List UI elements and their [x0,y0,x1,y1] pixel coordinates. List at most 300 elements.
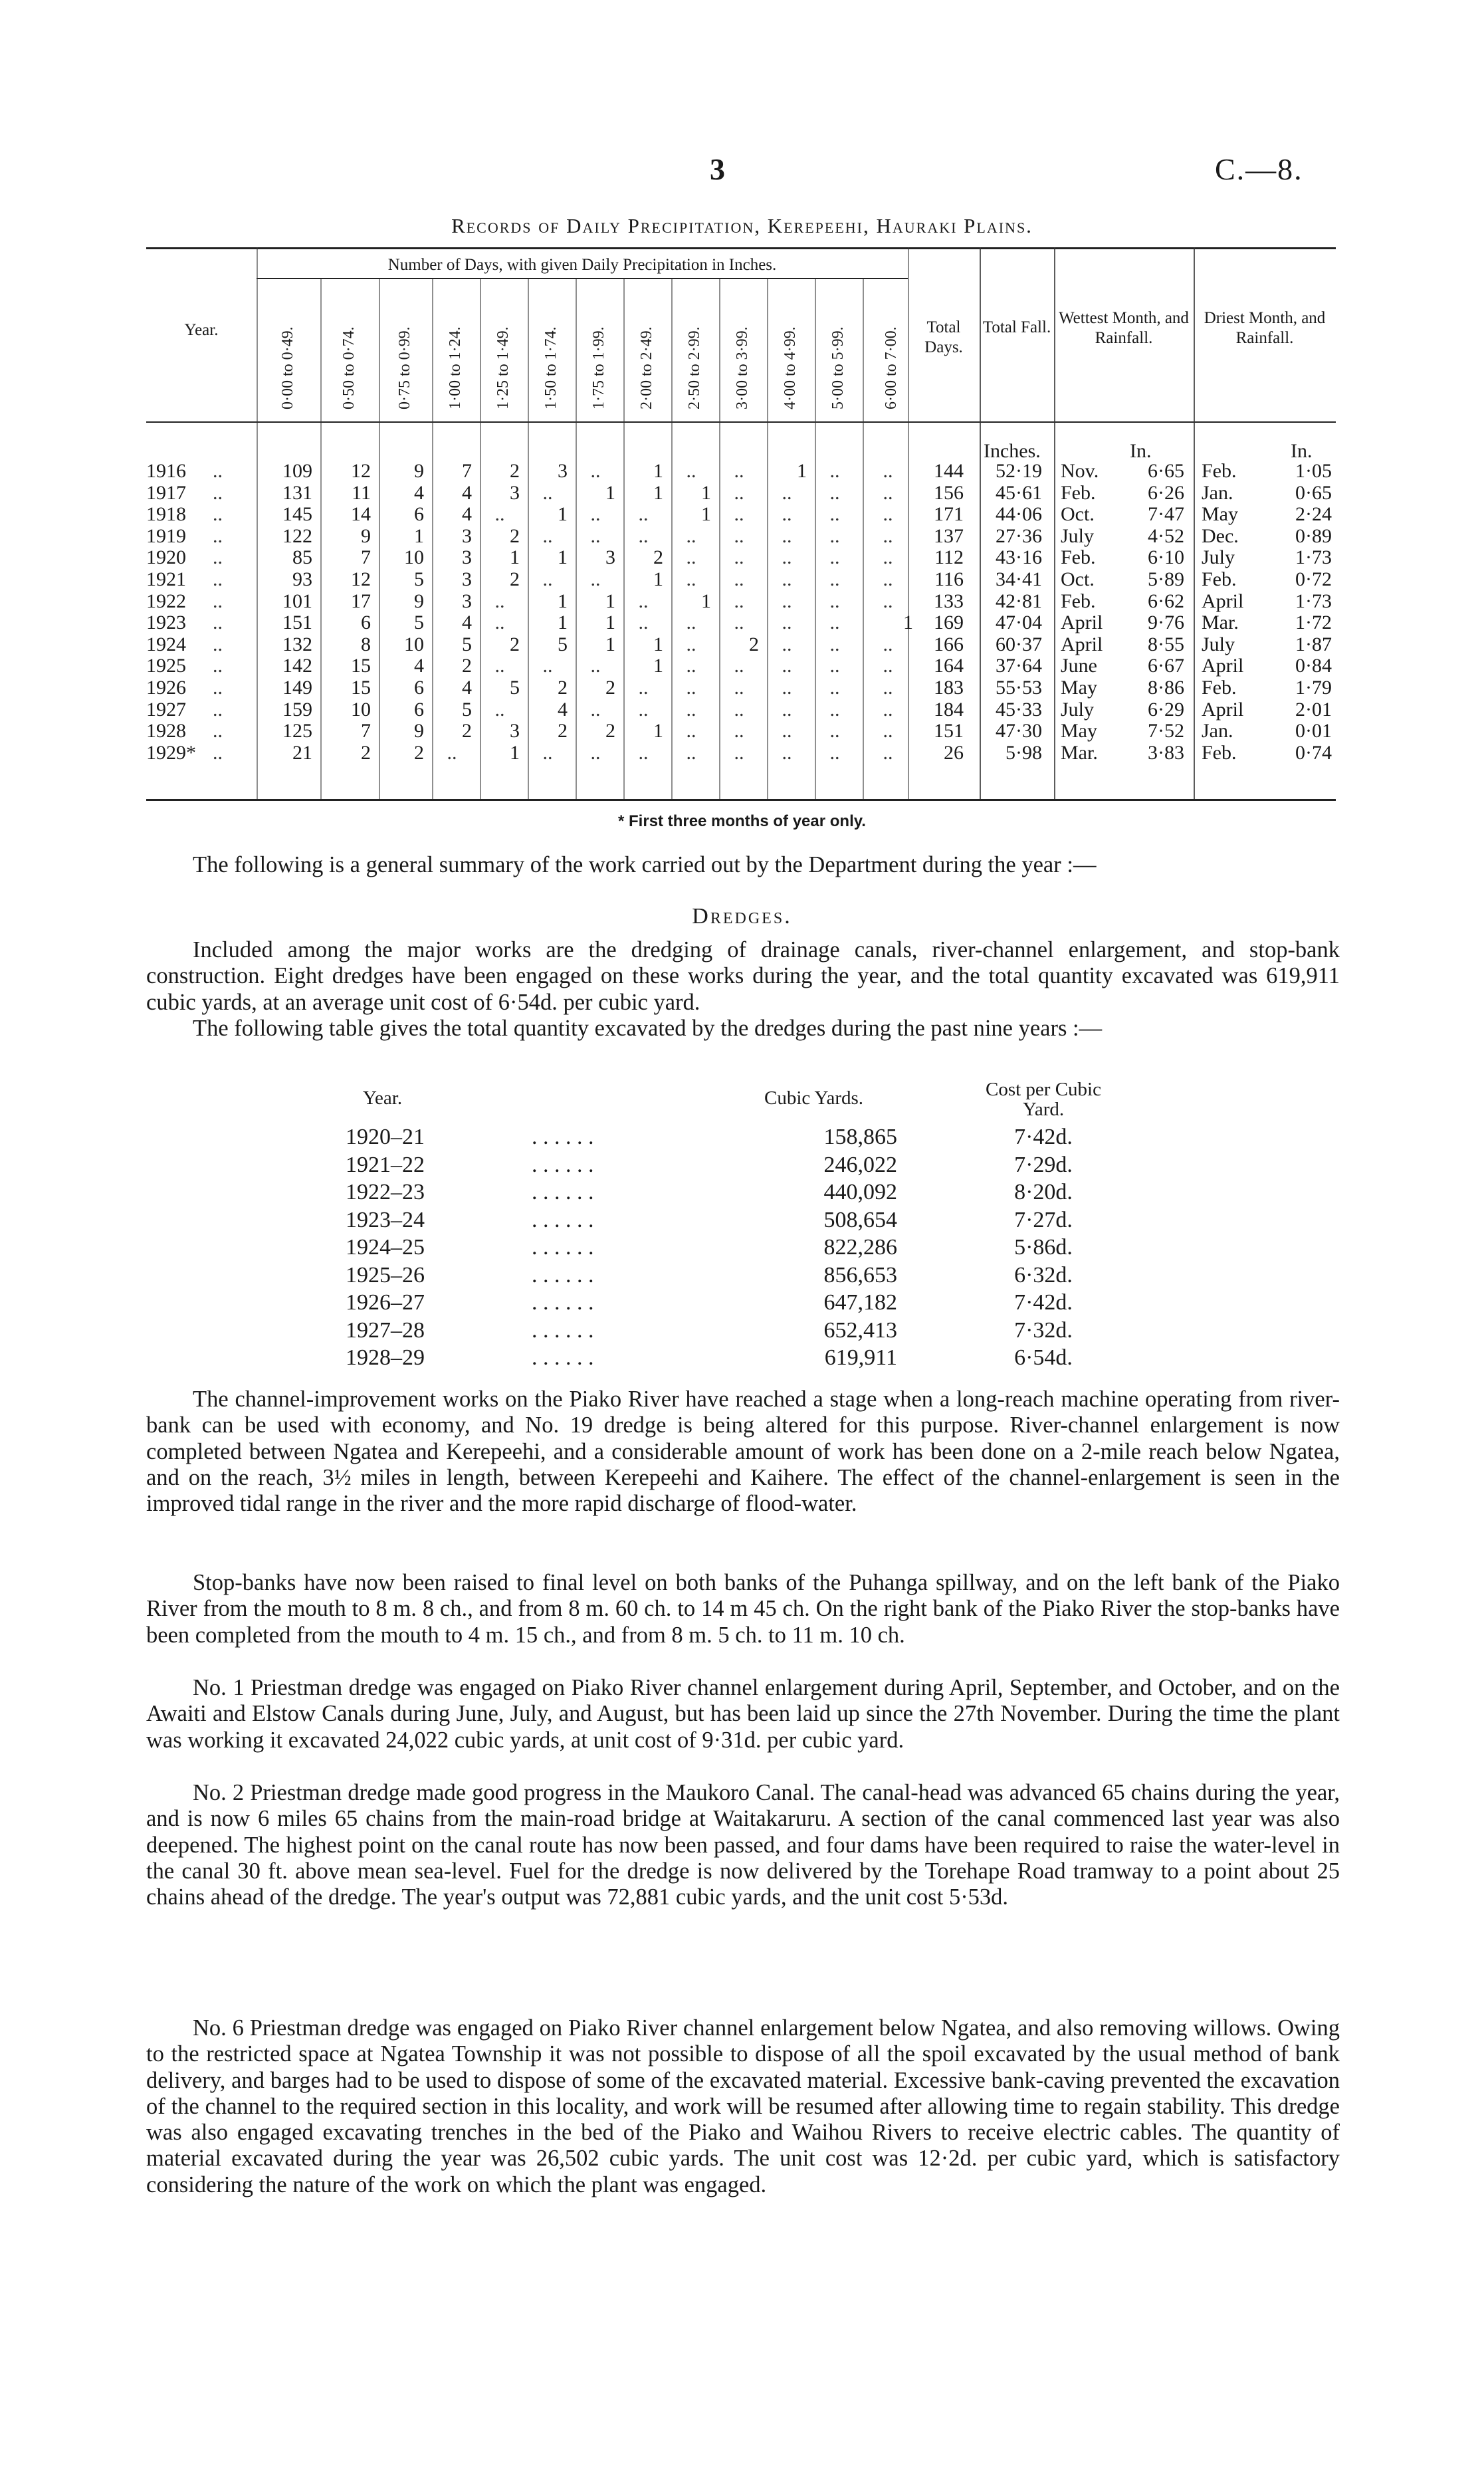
day-count-cell: 6 [361,612,371,634]
day-count-cell: 5 [414,612,424,634]
day-count-cell: 1 [510,741,520,764]
wettest-month-cell: Feb. [1061,481,1096,504]
day-count-cell: 1 [605,612,615,634]
driest-rainfall-cell: 0·84 [1295,655,1332,677]
day-count-cell: 4 [462,481,472,504]
day-count-cell: 2 [462,655,472,677]
driest-rainfall-cell: 1·79 [1295,677,1332,699]
dredge-row-year: 1923–24 [346,1207,425,1232]
day-count-cell: .. [829,590,840,612]
day-count-cell: 1 [701,481,711,504]
day-count-cell: 5 [558,633,568,655]
driest-rainfall-cell: 0·89 [1295,524,1332,547]
day-count-cell: .. [829,633,840,655]
range-header: 1·00 to 1·24. [447,326,464,409]
day-count-cell: .. [638,524,649,547]
wettest-month-cell: Oct. [1061,568,1095,590]
day-count-cell: .. [782,503,792,526]
day-count-cell: .. [447,741,457,764]
day-count-cell: 149 [282,677,312,699]
year-leader: .. [213,524,223,547]
day-count-cell: .. [734,568,744,590]
day-count-cell: 142 [282,655,312,677]
total-days-cell: 112 [934,546,964,569]
day-count-cell: .. [590,655,601,677]
wettest-month-cell: Feb. [1061,590,1096,612]
table-footnote: * First three months of year only. [618,812,866,830]
day-count-cell: 145 [282,503,312,526]
day-count-cell: 4 [462,612,472,634]
driest-month-cell: Jan. [1202,481,1233,504]
day-count-cell: 21 [292,741,312,764]
total-fall-cell: 44·06 [996,503,1042,526]
unit-in-driest: In. [1291,440,1313,462]
total-fall-cell: 55·53 [996,677,1042,699]
day-count-cell: 1 [605,481,615,504]
dredges-paragraph-1: Included among the major works are the dredging of drainage canals, river-channel enlargement, and stop-bank construction. Eight dredges have been engaged on these works during the year, and the total quantity excavated was 619,911 cubic yards, at an average unit cost of 6·54d. per cubic yard. [146,937,1340,1015]
dredge-row-year: 1920–21 [346,1125,425,1149]
day-count-cell: .. [883,503,893,526]
driest-rainfall-cell: 0·65 [1295,481,1332,504]
day-count-cell: .. [829,524,840,547]
day-count-cell: 6 [414,503,424,526]
day-count-cell: 2 [414,741,424,764]
precip-table-title: Records of Daily Precipitation, Kerepeehi, Hauraki Plains. [451,214,1033,237]
day-count-cell: .. [829,612,840,634]
wettest-rainfall-cell: 7·47 [1148,503,1184,526]
total-days-header: Total Days. [924,318,963,356]
day-count-cell: .. [734,460,744,482]
total-fall-cell: 60·37 [996,633,1042,655]
day-count-cell: .. [734,677,744,699]
dredge-row-year: 1921–22 [346,1152,425,1177]
day-count-cell: .. [782,546,792,569]
day-count-cell: .. [883,568,893,590]
day-count-cell: .. [883,720,893,742]
day-count-cell: .. [782,698,792,721]
day-count-cell: .. [686,633,696,655]
day-count-cell: 2 [605,677,615,699]
dredge-col-yards: Cubic Yards. [764,1087,864,1109]
day-count-cell: 2 [558,677,568,699]
dredge-row-year: 1925–26 [346,1262,425,1288]
total-days-cell: 164 [934,655,964,677]
day-count-cell: .. [590,460,601,482]
dredge-col-year: Year. [363,1087,403,1109]
wettest-month-cell: Nov. [1061,460,1099,482]
dredge-row-leaders: . . . . . . [532,1317,594,1343]
day-count-cell: .. [686,677,696,699]
day-count-cell: 5 [462,698,472,721]
day-count-cell: 7 [462,460,472,482]
body-paragraph: No. 6 Priestman dredge was engaged on Piako River channel enlargement below Ngatea, and also removing willows. Owing to the restricted space at Ngatea Township it was not possible to dispose of all the spoil excavated by the usual method of bank delivery, and barges had to be used to dispose of some of the excavated material. Excessive bank-caving prevented the excavation of the channel to the required section in this locality, and work will be resumed after allowing time to regain stability. This dredge was also engaged excavating trenches in the bed of the Piako and Waihou Rivers to receive electric cables. The quantity of material excavated during the year was 26,502 cubic yards. The unit cost was 12·2d. per cubic yard, which is satisfactory considering the nature of the work on which the plant was engaged. [146,2015,1340,2197]
day-count-cell: .. [494,612,505,634]
year-leader: .. [213,481,223,504]
wettest-month-header: Wettest Month, and Rainfall. [1059,309,1189,347]
day-count-cell: 1 [653,460,663,482]
day-count-cell: .. [638,741,649,764]
day-count-cell: 85 [292,546,312,569]
wettest-rainfall-cell: 7·52 [1148,720,1184,742]
day-count-cell: .. [829,741,840,764]
day-count-cell: 3 [510,481,520,504]
dredge-row-leaders: . . . . . . [532,1290,594,1315]
total-fall-cell: 47·04 [996,612,1042,634]
day-count-cell: 4 [414,481,424,504]
day-count-cell: .. [638,677,649,699]
day-count-cell: 132 [282,633,312,655]
dredge-row-leaders: . . . . . . [532,1180,594,1204]
wettest-month-cell: Feb. [1061,546,1096,569]
day-count-cell: 7 [361,720,371,742]
day-count-cell: .. [686,612,696,634]
day-count-cell: 12 [351,460,371,482]
total-fall-cell: 5·98 [1006,741,1042,764]
dredge-row-yards: 652,413 [823,1317,897,1343]
dredge-col-cost: Cost per Cubic Yard. [986,1079,1101,1121]
wettest-month-cell: April [1061,612,1103,634]
wettest-rainfall-cell: 5·89 [1148,568,1184,590]
total-days-cell: 156 [934,481,964,504]
day-count-cell: 1 [558,503,568,526]
day-count-cell: .. [734,698,744,721]
total-days-cell: 116 [934,568,964,590]
day-count-cell: .. [686,568,696,590]
day-count-cell: .. [542,524,553,547]
day-count-cell: .. [734,481,744,504]
total-days-cell: 144 [934,460,964,482]
day-count-cell: 3 [462,524,472,547]
driest-month-cell: Dec. [1202,524,1239,547]
total-fall-cell: 45·61 [996,481,1042,504]
total-fall-cell: 43·16 [996,546,1042,569]
range-header: 1·25 to 1·49. [494,326,512,409]
driest-month-cell: July [1202,546,1235,569]
driest-rainfall-cell: 1·73 [1295,590,1332,612]
body-paragraph: No. 1 Priestman dredge was engaged on Piako River channel enlargement during April, September, and October, and on the Awaiti and Elstow Canals during June, July, and August, but has been laid up since the 27th November. During the time the plant was working it excavated 24,022 cubic yards, at unit cost of 9·31d. per cubic yard. [146,1675,1340,1753]
day-count-cell: 4 [414,655,424,677]
day-count-cell: 1 [797,460,807,482]
day-count-cell: .. [686,460,696,482]
day-count-cell: 5 [510,677,520,699]
precipitation-table [146,247,1336,799]
day-count-cell: .. [883,633,893,655]
row-year: 1916 [146,460,186,482]
range-header: 2·00 to 2·49. [638,326,655,409]
dredge-row-cost: 7·42d. [1014,1290,1073,1315]
day-count-cell: 3 [605,546,615,569]
day-count-cell: .. [590,503,601,526]
row-year: 1923 [146,612,186,634]
dredge-row-yards: 856,653 [823,1262,897,1288]
row-year: 1921 [146,568,186,590]
day-count-cell: 2 [510,460,520,482]
day-count-cell: 2 [749,633,759,655]
range-header: 0·75 to 0·99. [396,326,413,409]
day-count-cell: 4 [558,698,568,721]
day-count-cell: 1 [653,633,663,655]
day-count-cell: .. [734,590,744,612]
day-count-cell: 131 [282,481,312,504]
day-count-cell: 1 [653,720,663,742]
dredge-row-cost: 7·27d. [1014,1207,1073,1232]
day-count-cell: .. [590,698,601,721]
day-count-cell: 9 [414,460,424,482]
dredge-row-year: 1926–27 [346,1290,425,1315]
day-count-cell: .. [883,741,893,764]
year-leader: .. [213,546,223,569]
dredge-row-yards: 440,092 [823,1180,897,1204]
driest-month-cell: April [1202,590,1244,612]
section-heading-dredges: Dredges. [692,904,792,929]
total-fall-cell: 37·64 [996,655,1042,677]
group-header: Number of Days, with given Daily Precipitation in Inches. [387,256,777,274]
year-leader: .. [213,677,223,699]
day-count-cell: .. [782,677,792,699]
year-leader: .. [213,612,223,634]
day-count-cell: .. [686,720,696,742]
driest-month-header: Driest Month, and Rainfall. [1204,309,1326,347]
day-count-cell: 3 [510,720,520,742]
dredge-row-yards: 508,654 [823,1207,897,1232]
day-count-cell: 10 [404,633,424,655]
driest-rainfall-cell: 0·72 [1295,568,1332,590]
day-count-cell: 3 [462,590,472,612]
wettest-rainfall-cell: 6·26 [1148,481,1184,504]
day-count-cell: 1 [653,481,663,504]
total-days-cell: 26 [944,741,964,764]
dredge-row-leaders: . . . . . . [532,1262,594,1288]
day-count-cell: 14 [351,503,371,526]
day-count-cell: .. [883,655,893,677]
day-count-cell: 101 [282,590,312,612]
driest-month-cell: Feb. [1202,677,1237,699]
day-count-cell: 1 [653,568,663,590]
day-count-cell: .. [782,568,792,590]
row-year: 1918 [146,503,186,526]
day-count-cell: .. [590,524,601,547]
total-days-cell: 151 [934,720,964,742]
group-header-rule [257,278,908,279]
row-year: 1920 [146,546,186,569]
total-fall-cell: 52·19 [996,460,1042,482]
day-count-cell: 15 [351,677,371,699]
driest-month-cell: Jan. [1202,720,1233,742]
day-count-cell: .. [829,546,840,569]
table-bottom-rule [146,799,1336,801]
table-top-rule [146,247,1336,249]
total-fall-cell: 34·41 [996,568,1042,590]
day-count-cell: .. [686,655,696,677]
total-days-cell: 183 [934,677,964,699]
row-year: 1929* [146,741,196,764]
driest-month-cell: April [1202,698,1244,721]
day-count-cell: 2 [558,720,568,742]
day-count-cell: .. [590,741,601,764]
wettest-rainfall-cell: 3·83 [1148,741,1184,764]
dredge-row-cost: 7·32d. [1014,1317,1073,1343]
day-count-cell: 1 [701,503,711,526]
day-count-cell: .. [734,524,744,547]
day-count-cell: .. [782,524,792,547]
day-count-cell: 2 [510,633,520,655]
unit-in-wettest: In. [1130,440,1152,462]
day-count-cell: 5 [462,633,472,655]
day-count-cell: 6 [414,698,424,721]
range-header: 1·50 to 1·74. [542,326,560,409]
day-count-cell: 2 [510,568,520,590]
day-count-cell: .. [734,655,744,677]
table-column-rule [1054,247,1055,799]
row-year: 1927 [146,698,186,721]
dredge-row-leaders: . . . . . . [532,1152,594,1177]
table-column-rule [1194,247,1195,799]
day-count-cell: 2 [510,524,520,547]
day-count-cell: .. [542,481,553,504]
row-year: 1926 [146,677,186,699]
day-count-cell: .. [883,698,893,721]
body-paragraph: No. 2 Priestman dredge made good progress in the Maukoro Canal. The canal-head was advanced 65 chains during the year, and is now 6 miles 65 chains from the main-road bridge at Waitakaruru. A section of the canal commenced last year was also deepened. The highest point on the canal route has now been passed, and four dams have been required to raise the water-level in the canal 30 ft. above mean sea-level. Fuel for the dredge is now delivered by the Torehape Road tramway to a point about 25 chains ahead of the dredge. The year's output was 72,881 cubic yards, and the unit cost 5·53d. [146,1780,1340,1910]
row-year: 1928 [146,720,186,742]
dredge-row-leaders: . . . . . . [532,1125,594,1149]
driest-rainfall-cell: 1·87 [1295,633,1332,655]
day-count-cell: 3 [462,546,472,569]
year-leader: .. [213,741,223,764]
driest-rainfall-cell: 1·73 [1295,546,1332,569]
day-count-cell: .. [829,698,840,721]
year-leader: .. [213,655,223,677]
wettest-rainfall-cell: 4·52 [1148,524,1184,547]
dredge-row-leaders: . . . . . . [532,1345,594,1370]
driest-month-cell: April [1202,655,1244,677]
day-count-cell: 2 [361,741,371,764]
day-count-cell: .. [542,655,553,677]
dredge-row-yards: 647,182 [823,1290,897,1315]
driest-rainfall-cell: 1·72 [1295,612,1332,634]
day-count-cell: 5 [414,568,424,590]
day-count-cell: .. [782,741,792,764]
wettest-month-cell: Oct. [1061,503,1095,526]
day-count-cell: .. [638,590,649,612]
dredge-row-yards: 158,865 [823,1125,897,1149]
day-count-cell: .. [494,698,505,721]
wettest-month-cell: June [1061,655,1097,677]
driest-rainfall-cell: 0·74 [1295,741,1332,764]
wettest-rainfall-cell: 8·86 [1148,677,1184,699]
year-leader: .. [213,633,223,655]
driest-month-cell: Mar. [1202,612,1239,634]
total-fall-cell: 42·81 [996,590,1042,612]
day-count-cell: .. [782,720,792,742]
wettest-month-cell: May [1061,720,1097,742]
day-count-cell: .. [542,741,553,764]
day-count-cell: .. [686,741,696,764]
document-reference: C.—8. [1215,152,1303,186]
day-count-cell: 1 [414,524,424,547]
range-header: 1·75 to 1·99. [590,326,607,409]
day-count-cell: 1 [605,633,615,655]
wettest-rainfall-cell: 9·76 [1148,612,1184,634]
wettest-rainfall-cell: 8·55 [1148,633,1184,655]
day-count-cell: .. [883,546,893,569]
day-count-cell: .. [883,677,893,699]
day-count-cell: 9 [414,720,424,742]
day-count-cell: 10 [404,546,424,569]
day-count-cell: .. [542,568,553,590]
driest-month-cell: Feb. [1202,568,1237,590]
total-days-cell: 171 [934,503,964,526]
day-count-cell: 151 [282,612,312,634]
row-year: 1924 [146,633,186,655]
day-count-cell: 7 [361,546,371,569]
year-leader: .. [213,503,223,526]
day-count-cell: .. [782,590,792,612]
range-header: 0·50 to 0·74. [340,326,358,409]
day-count-cell: 1 [558,546,568,569]
total-days-cell: 166 [934,633,964,655]
day-count-cell: .. [494,655,505,677]
driest-rainfall-cell: 2·24 [1295,503,1332,526]
day-count-cell: .. [829,460,840,482]
year-header: Year. [184,321,219,339]
range-header: 4·00 to 4·99. [782,326,799,409]
row-year: 1922 [146,590,186,612]
total-fall-header: Total Fall. [982,318,1051,336]
day-count-cell: 1 [903,612,913,634]
day-count-cell: 4 [462,503,472,526]
row-year: 1917 [146,481,186,504]
wettest-rainfall-cell: 6·67 [1148,655,1184,677]
day-count-cell: .. [638,698,649,721]
day-count-cell: 2 [653,546,663,569]
day-count-cell: 2 [605,720,615,742]
total-days-cell: 169 [934,612,964,634]
year-leader: .. [213,568,223,590]
day-count-cell: .. [494,503,505,526]
day-count-cell: 1 [558,612,568,634]
dredge-row-cost: 7·42d. [1014,1125,1073,1149]
day-count-cell: 2 [462,720,472,742]
total-days-cell: 184 [934,698,964,721]
day-count-cell: 17 [351,590,371,612]
dredge-row-leaders: . . . . . . [532,1207,594,1232]
row-year: 1919 [146,524,186,547]
day-count-cell: 122 [282,524,312,547]
year-leader: .. [213,590,223,612]
dredge-row-cost: 5·86d. [1014,1235,1073,1260]
day-count-cell: .. [686,546,696,569]
day-count-cell: 3 [462,568,472,590]
day-count-cell: .. [829,503,840,526]
day-count-cell: 93 [292,568,312,590]
day-count-cell: .. [829,655,840,677]
dredge-row-yards: 246,022 [823,1152,897,1177]
day-count-cell: 6 [414,677,424,699]
day-count-cell: 9 [361,524,371,547]
range-header: 3·00 to 3·99. [734,326,751,409]
day-count-cell: .. [686,524,696,547]
dredge-row-cost: 8·20d. [1014,1180,1073,1204]
dredge-row-cost: 6·32d. [1014,1262,1073,1288]
driest-month-cell: Feb. [1202,460,1237,482]
day-count-cell: .. [686,698,696,721]
day-count-cell: 10 [351,698,371,721]
day-count-cell: .. [883,460,893,482]
body-paragraph: Stop-banks have now been raised to final level on both banks of the Puhanga spillway, and on the left bank of the Piako River from the mouth to 8 m. 8 ch., and from 8 m. 60 ch. to 14 m 45 ch. On the right bank of the Piako River the stop-banks have been completed from the mouth to 4 m. 15 ch., and from 8 m. 5 ch. to 11 m. 10 ch. [146,1570,1340,1648]
day-count-cell: .. [734,612,744,634]
wettest-month-cell: May [1061,677,1097,699]
day-count-cell: .. [638,503,649,526]
